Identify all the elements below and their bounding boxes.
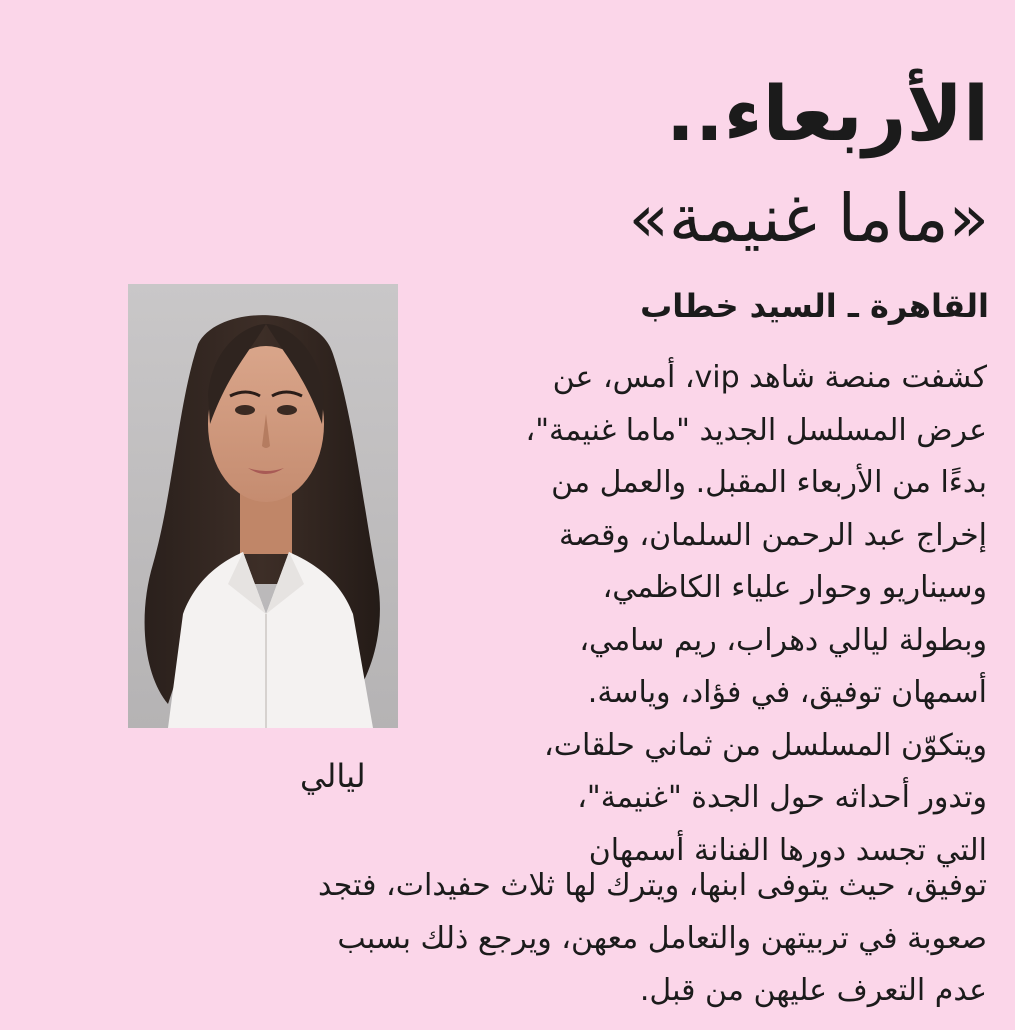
body-line: أسمهان توفيق، في فؤاد، وياسة. [587,675,987,710]
body-line: ويتكوّن المسلسل من ثماني حلقات، [544,727,987,763]
article-byline: القاهرة ـ السيد خطاب [640,287,989,325]
portrait-photo [128,284,398,728]
article-body-full-width [125,860,987,1018]
body-line: عدم التعرف عليهن من قبل. [639,973,987,1008]
body-line: صعوبة في تربيتهن والتعامل معهن، ويرجع ذلك بسبب [337,920,987,956]
body-line: التي تجسد دورها الفنانة أسمهان [588,832,987,868]
cropped-header-text [775,0,975,4]
article-headline: الأربعاء.. [666,69,989,158]
body-line: وسيناريو وحوار علياء الكاظمي، [602,570,987,605]
body-line: عرض المسلسل الجديد "ماما غنيمة"، [525,412,987,448]
portrait-illustration [128,284,398,728]
body-line: بدءًا من الأربعاء المقبل. والعمل من [551,465,987,500]
body-line: توفيق، حيث يتوفى ابنها، ويترك لها ثلاث حفيدات، فتجد [318,868,987,903]
body-line: وبطولة ليالي دهراب، ريم سامي، [579,622,987,658]
body-line: كشفت منصة شاهد vip، أمس، عن [552,360,987,395]
article-subheadline: «ماما غنيمة» [628,180,989,257]
body-line: إخراج عبد الرحمن السلمان، وقصة [558,517,987,553]
photo-caption: ليالي [300,757,366,795]
article-body-column [427,352,987,877]
body-line: وتدور أحداثه حول الجدة "غنيمة"، [577,780,987,815]
